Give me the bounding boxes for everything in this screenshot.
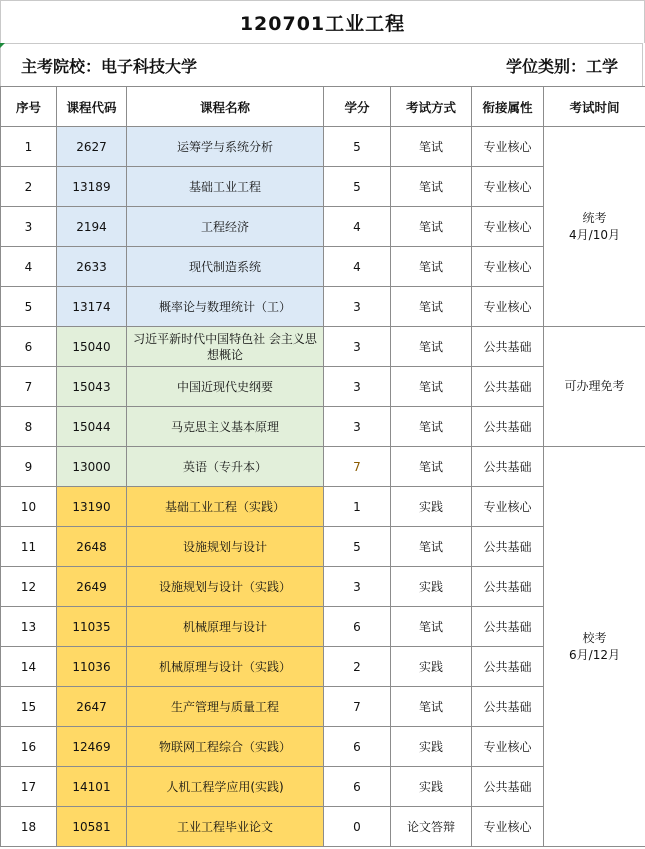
exam-method: 笔试 xyxy=(391,607,472,647)
course-credit: 7 xyxy=(324,447,391,487)
course-credit: 4 xyxy=(324,207,391,247)
course-credit: 1 xyxy=(324,487,391,527)
row-number: 8 xyxy=(1,407,57,447)
course-credit: 3 xyxy=(324,407,391,447)
course-credit: 0 xyxy=(324,807,391,847)
table-row xyxy=(1,447,645,487)
page-title: 120701工业工程 xyxy=(0,0,645,43)
course-code: 15044 xyxy=(57,407,127,447)
row-number: 4 xyxy=(1,247,57,287)
course-attribute: 公共基础 xyxy=(472,527,544,567)
exam-method: 笔试 xyxy=(391,207,472,247)
row-number: 16 xyxy=(1,727,57,767)
header-credit: 学分 xyxy=(324,87,391,127)
course-credit: 4 xyxy=(324,247,391,287)
course-attribute: 公共基础 xyxy=(472,647,544,687)
exam-method: 笔试 xyxy=(391,687,472,727)
header-method: 考试方式 xyxy=(391,87,472,127)
course-code: 11035 xyxy=(57,607,127,647)
course-code: 2194 xyxy=(57,207,127,247)
course-name: 设施规划与设计 xyxy=(127,527,324,567)
row-number: 6 xyxy=(1,327,57,367)
degree-label: 学位类别：工学 xyxy=(505,56,618,76)
table-header-row xyxy=(1,87,645,127)
course-credit: 3 xyxy=(324,567,391,607)
course-name: 现代制造系统 xyxy=(127,247,324,287)
course-attribute: 公共基础 xyxy=(472,687,544,727)
course-code: 13174 xyxy=(57,287,127,327)
row-number: 2 xyxy=(1,167,57,207)
header-attr: 衔接属性 xyxy=(472,87,544,127)
course-code: 2648 xyxy=(57,527,127,567)
course-credit: 3 xyxy=(324,327,391,367)
row-number: 18 xyxy=(1,807,57,847)
exam-method: 笔试 xyxy=(391,327,472,367)
course-attribute: 专业核心 xyxy=(472,167,544,207)
row-number: 5 xyxy=(1,287,57,327)
course-name: 工程经济 xyxy=(127,207,324,247)
exam-time-line1: 可办理免考 xyxy=(564,379,625,393)
row-number: 12 xyxy=(1,567,57,607)
course-credit: 5 xyxy=(324,127,391,167)
row-number: 10 xyxy=(1,487,57,527)
header-name: 课程名称 xyxy=(127,87,324,127)
course-name: 运筹学与系统分析 xyxy=(127,127,324,167)
course-credit: 6 xyxy=(324,727,391,767)
course-attribute: 公共基础 xyxy=(472,407,544,447)
course-code: 2649 xyxy=(57,567,127,607)
exam-time-line1: 统考 xyxy=(582,210,607,225)
exam-method: 笔试 xyxy=(391,527,472,567)
course-attribute: 专业核心 xyxy=(472,127,544,167)
subheader-bar xyxy=(0,43,643,86)
course-attribute: 专业核心 xyxy=(472,207,544,247)
row-number: 13 xyxy=(1,607,57,647)
course-credit: 5 xyxy=(324,167,391,207)
table-row xyxy=(1,127,645,167)
exam-method: 实践 xyxy=(391,567,472,607)
course-attribute: 公共基础 xyxy=(472,367,544,407)
course-code: 15040 xyxy=(57,327,127,367)
course-attribute: 专业核心 xyxy=(472,487,544,527)
course-credit: 6 xyxy=(324,767,391,807)
cell-comment-marker xyxy=(0,43,5,48)
row-number: 15 xyxy=(1,687,57,727)
course-attribute: 公共基础 xyxy=(472,607,544,647)
course-name: 习近平新时代中国特色社 会主义思想概论 xyxy=(127,327,324,367)
course-code: 2647 xyxy=(57,687,127,727)
exam-method: 笔试 xyxy=(391,407,472,447)
course-code: 13190 xyxy=(57,487,127,527)
exam-method: 笔试 xyxy=(391,447,472,487)
course-name: 人机工程学应用(实践) xyxy=(127,767,324,807)
course-name: 基础工业工程 xyxy=(127,167,324,207)
exam-method: 笔试 xyxy=(391,367,472,407)
row-number: 7 xyxy=(1,367,57,407)
course-credit: 5 xyxy=(324,527,391,567)
exam-time-line1: 校考 xyxy=(582,630,607,645)
header-code: 课程代码 xyxy=(57,87,127,127)
school-label: 主考院校：电子科技大学 xyxy=(21,56,198,76)
exam-time-group xyxy=(544,447,645,847)
course-name: 物联网工程综合（实践） xyxy=(127,727,324,767)
row-number: 1 xyxy=(1,127,57,167)
exam-time-line2: 4月/10月 xyxy=(569,227,620,242)
course-name: 机械原理与设计（实践） xyxy=(127,647,324,687)
exam-method: 笔试 xyxy=(391,287,472,327)
exam-time-group xyxy=(544,327,645,447)
course-code: 13000 xyxy=(57,447,127,487)
row-number: 14 xyxy=(1,647,57,687)
exam-time-group xyxy=(544,127,645,327)
course-code: 11036 xyxy=(57,647,127,687)
course-name: 概率论与数理统计（工） xyxy=(127,287,324,327)
exam-time-line2: 6月/12月 xyxy=(569,647,620,662)
course-credit: 7 xyxy=(324,687,391,727)
course-code: 13189 xyxy=(57,167,127,207)
course-code: 12469 xyxy=(57,727,127,767)
row-number: 3 xyxy=(1,207,57,247)
row-number: 9 xyxy=(1,447,57,487)
course-name: 生产管理与质量工程 xyxy=(127,687,324,727)
course-table xyxy=(0,86,645,847)
course-attribute: 专业核心 xyxy=(472,807,544,847)
exam-method: 实践 xyxy=(391,487,472,527)
exam-method: 实践 xyxy=(391,727,472,767)
course-attribute: 专业核心 xyxy=(472,287,544,327)
course-credit: 3 xyxy=(324,287,391,327)
course-name: 设施规划与设计（实践） xyxy=(127,567,324,607)
course-attribute: 公共基础 xyxy=(472,767,544,807)
course-attribute: 专业核心 xyxy=(472,247,544,287)
course-name: 机械原理与设计 xyxy=(127,607,324,647)
header-exam-time: 考试时间 xyxy=(544,87,645,127)
course-code: 2627 xyxy=(57,127,127,167)
course-credit: 6 xyxy=(324,607,391,647)
header-no: 序号 xyxy=(1,87,57,127)
course-name: 工业工程毕业论文 xyxy=(127,807,324,847)
course-credit: 2 xyxy=(324,647,391,687)
course-code: 15043 xyxy=(57,367,127,407)
course-name: 英语（专升本） xyxy=(127,447,324,487)
table-row xyxy=(1,327,645,367)
exam-method: 笔试 xyxy=(391,127,472,167)
course-name: 马克思主义基本原理 xyxy=(127,407,324,447)
course-name: 基础工业工程（实践） xyxy=(127,487,324,527)
course-code: 10581 xyxy=(57,807,127,847)
exam-method: 笔试 xyxy=(391,167,472,207)
exam-method: 笔试 xyxy=(391,247,472,287)
course-name: 中国近现代史纲要 xyxy=(127,367,324,407)
exam-method: 实践 xyxy=(391,647,472,687)
row-number: 11 xyxy=(1,527,57,567)
course-credit: 3 xyxy=(324,367,391,407)
course-attribute: 公共基础 xyxy=(472,567,544,607)
course-attribute: 公共基础 xyxy=(472,447,544,487)
course-code: 14101 xyxy=(57,767,127,807)
course-code: 2633 xyxy=(57,247,127,287)
exam-method: 实践 xyxy=(391,767,472,807)
row-number: 17 xyxy=(1,767,57,807)
exam-method: 论文答辩 xyxy=(391,807,472,847)
course-attribute: 专业核心 xyxy=(472,727,544,767)
course-attribute: 公共基础 xyxy=(472,327,544,367)
